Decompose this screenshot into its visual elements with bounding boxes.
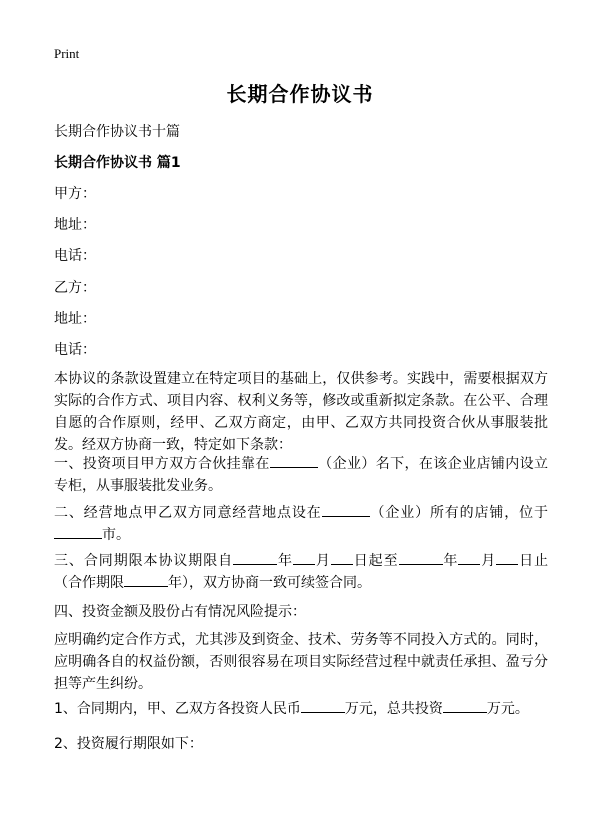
day-from-label: 日起至 xyxy=(352,553,399,569)
item-1 xyxy=(54,698,548,720)
blank-field xyxy=(399,550,443,565)
clause-2 xyxy=(54,502,548,546)
clause-1-text-b: （企业）名下，在该企业店铺内设立专柜，从事服装批发业务。 xyxy=(54,456,549,494)
party-b-address-label: 地址： xyxy=(54,311,96,327)
item-1-text-b: 万元，总共投资 xyxy=(344,701,443,717)
clause-3-text-a: 三、合同期限本协议期限自 xyxy=(54,553,234,569)
party-b-label: 乙方： xyxy=(54,280,96,296)
item-1-text-a: 1、合同期内，甲、乙双方各投资人民币 xyxy=(54,701,301,717)
party-b-phone-label: 电话： xyxy=(54,342,96,358)
clause-3 xyxy=(54,550,548,594)
document-title: 长期合作协议书 xyxy=(226,82,374,106)
blank-field xyxy=(270,453,318,468)
document-subtitle: 长期合作协议书十篇 xyxy=(54,124,180,140)
blank-field xyxy=(293,550,315,565)
day-label: 日 xyxy=(518,553,535,569)
party-a-phone-label: 电话： xyxy=(54,248,96,264)
blank-field xyxy=(322,502,370,517)
item-2: 2、投资履行期限如下： xyxy=(54,736,203,752)
clause-3-text-c: 年），双方协商一致可续签合同。 xyxy=(168,575,371,591)
intro-paragraph: 本协议的条款设置建立在特定项目的基础上，仅供参考。实践中，需要根据双方实际的合作方式、项目内容、权利义务等，修改或重新拟定条款。在公平、合理自愿的合作原则，经甲、乙双方商定，由甲、乙双方共同投资合伙从事服装批发。经双方协商一致，特定如下条款： xyxy=(54,371,548,453)
blank-field xyxy=(124,572,168,587)
party-a-address-label: 地址： xyxy=(54,217,96,233)
year-label: 年 xyxy=(442,553,459,569)
section-heading: 长期合作协议书 篇1 xyxy=(54,155,181,171)
year-label: 年 xyxy=(277,553,293,569)
print-link[interactable]: Print xyxy=(54,46,80,61)
clause-2-text-c: 市。 xyxy=(102,527,130,543)
month-label: 月 xyxy=(480,553,497,569)
blank-field xyxy=(496,550,518,565)
blank-field xyxy=(54,524,102,539)
blank-field xyxy=(233,550,277,565)
clause-2-text-b: （企业）所有的店铺，位于 xyxy=(369,505,549,521)
clause-4-note: 应明确约定合作方式，尤其涉及到资金、技术、劳务等不同投入方式的。同时，应明确各自的权益份额，否则很容易在项目实际经营过程中就责任承担、盈亏分担等产生纠纷。 xyxy=(54,632,548,692)
clause-3-text-b: 止（合作期限 xyxy=(54,553,549,591)
clause-1-text-a: 一、投资项目甲方双方合伙挂靠在 xyxy=(54,456,270,472)
clause-4-heading: 四、投资金额及股份占有情况风险提示： xyxy=(54,604,306,620)
item-1-text-c: 万元。 xyxy=(486,701,529,717)
blank-field xyxy=(458,550,480,565)
party-a-label: 甲方： xyxy=(54,186,96,202)
blank-field xyxy=(331,550,353,565)
month-label: 月 xyxy=(314,553,331,569)
blank-field xyxy=(443,698,487,713)
blank-field xyxy=(301,698,345,713)
clause-1 xyxy=(54,453,548,497)
clause-2-text-a: 二、经营地点甲乙双方同意经营地点设在 xyxy=(54,505,322,521)
